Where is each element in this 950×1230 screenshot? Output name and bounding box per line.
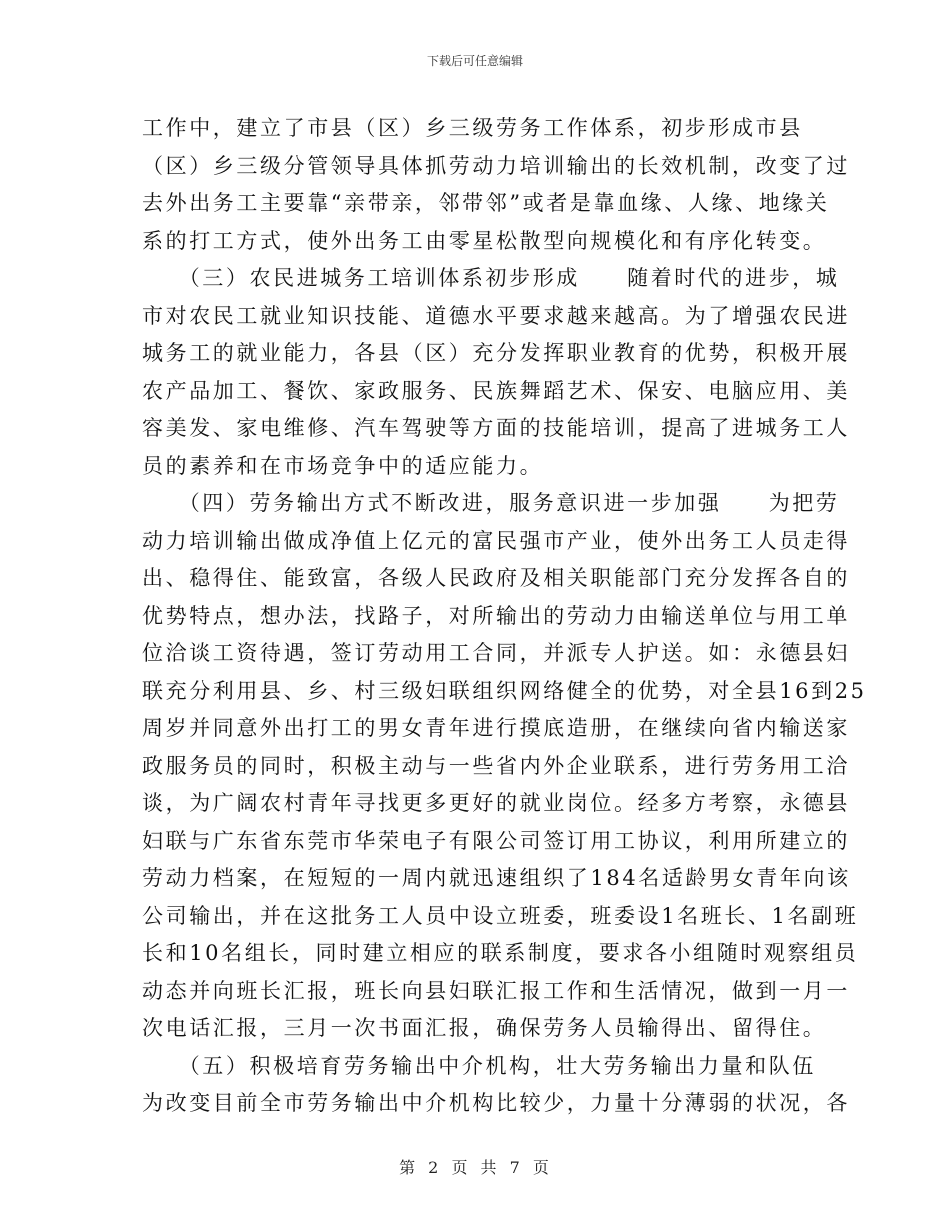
text-line: 城务工的就业能力，各县（区）充分发挥职业教育的优势，积极开展 (142, 341, 850, 365)
text-line: 政服务员的同时，积极主动与一些省内外企业联系，进行劳务用工洽 (142, 753, 850, 778)
text-line: 系的打工方式，使外出务工由零星松散型向规模化和有序化转变。 (142, 228, 827, 253)
text-line: 联充分利用县、乡、村三级妇联组织网络健全的优势，对全县16到25 (142, 678, 867, 703)
text-line: 谈，为广阔农村青年寻找更多更好的就业岗位。经多方考察，永德县 (142, 791, 850, 815)
text-line: 公司输出，并在这批务工人员中设立班委，班委设1名班长、1名副班 (142, 903, 859, 928)
text-line: 员的素养和在市场竞争中的适应能力。 (142, 453, 544, 478)
text-line: 次电话汇报，三月一次书面汇报，确保劳务人员输得出、留得住。 (142, 1016, 827, 1040)
text-line: 动力培训输出做成净值上亿元的富民强市产业，使外出务工人员走得 (142, 528, 850, 553)
text-line: 优势特点，想办法，找路子，对所输出的劳动力由输送单位与用工单 (142, 603, 850, 628)
text-line: 周岁并同意外出打工的男女青年进行摸底造册，在继续向省内输送家 (142, 716, 850, 740)
page-header: 下载后可任意编辑 (426, 54, 523, 68)
text-line: 妇联与广东省东莞市华荣电子有限公司签订用工协议，利用所建立的 (142, 828, 850, 853)
text-line: （区）乡三级分管领导具体抓劳动力培训输出的长效机制，改变了过 (142, 153, 850, 178)
text-line: 长和10名组长，同时建立相应的联系制度，要求各小组随时观察组员 (142, 941, 859, 965)
text-line: （五）积极培育劳务输出中介机构，壮大劳务输出力量和队伍 (142, 1053, 816, 1078)
text-line: （三）农民进城务工培训体系初步形成 随着时代的进步，城 (142, 266, 840, 290)
text-line: 为改变目前全市劳务输出中介机构比较少，力量十分薄弱的状况，各 (142, 1091, 850, 1115)
text-line: 容美发、家电维修、汽车驾驶等方面的技能培训，提高了进城务工人 (142, 416, 850, 440)
text-line: 农产品加工、餐饮、家政服务、民族舞蹈艺术、保安、电脑应用、美 (142, 378, 850, 403)
text-line: 去外出务工主要靠“亲带亲，邻带邻”或者是靠血缘、人缘、地缘关 (142, 191, 830, 215)
text-line: 劳动力档案，在短短的一周内就迅速组织了184名适龄男女青年向该 (142, 866, 851, 890)
text-line: 位洽谈工资待遇，签订劳动用工合同，并派专人护送。如：永德县妇 (142, 641, 850, 665)
text-line: 市对农民工就业知识技能、道德水平要求越来越高。为了增强农民进 (142, 303, 850, 328)
document-body (142, 110, 867, 1123)
text-line: 出、稳得住、能致富，各级人民政府及相关职能部门充分发挥各自的 (142, 566, 850, 590)
text-line: （四）劳务输出方式不断改进，服务意识进一步加强 为把劳 (142, 491, 840, 515)
page-number: 第 2 页 共 7 页 (399, 1158, 551, 1177)
text-line: 动态并向班长汇报，班长向县妇联汇报工作和生活情况，做到一月一 (142, 978, 850, 1003)
text-line: 工作中，建立了市县（区）乡三级劳务工作体系，初步形成市县 (142, 116, 803, 140)
